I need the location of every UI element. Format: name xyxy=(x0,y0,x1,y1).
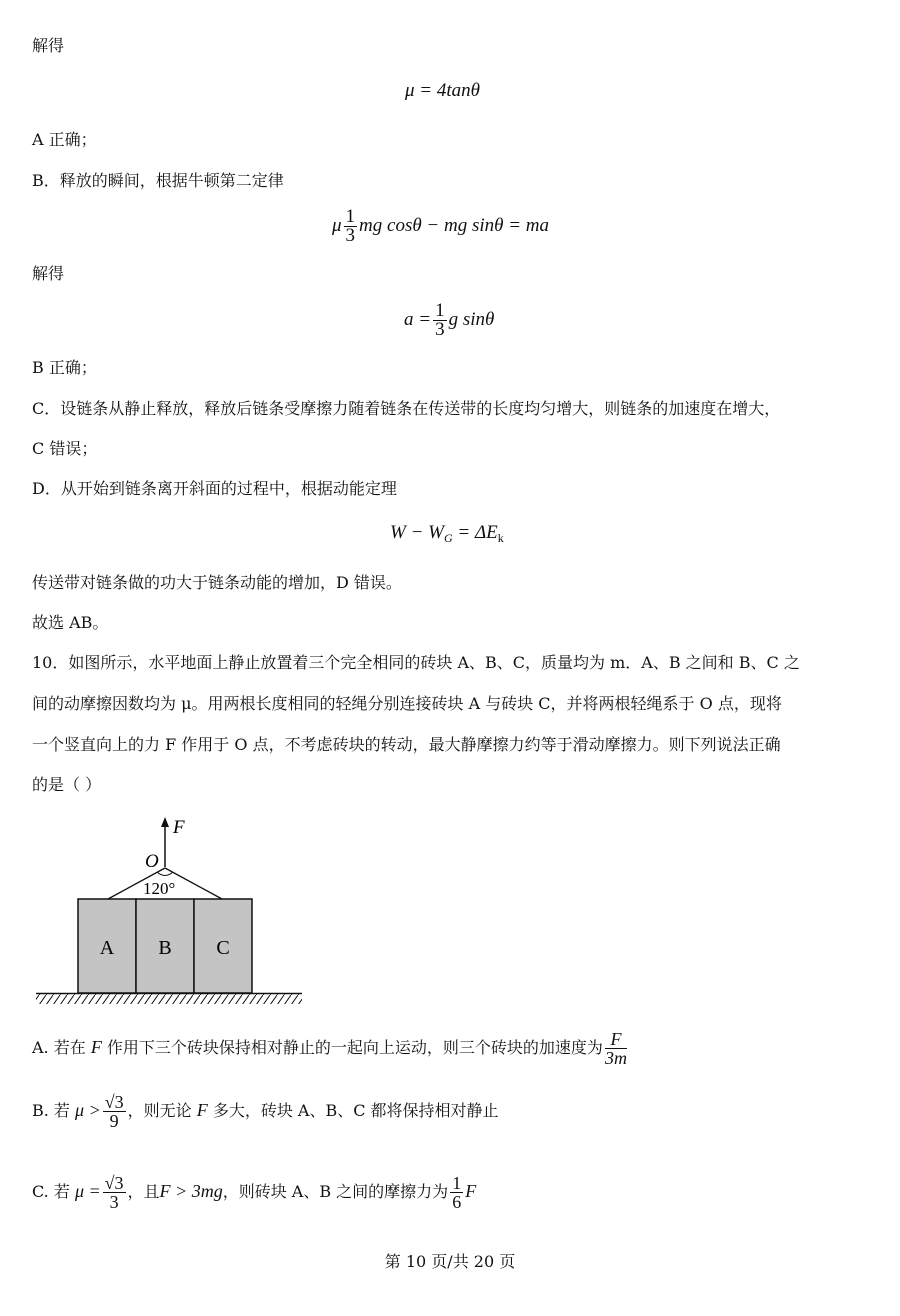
question-10-line: 的是（ ） xyxy=(32,775,102,794)
text-line: A 正确； xyxy=(32,130,97,149)
question-10-line: 一个竖直向上的力 F 作用于 O 点，不考虑砖块的转动，最大静摩擦力约等于滑动摩擦力。则下列说法正确 xyxy=(32,735,781,754)
text-line: C 错误； xyxy=(32,439,98,458)
brick-a-label: A xyxy=(99,937,115,959)
option-a: A. 若在 F 作用下三个砖块保持相对静止的一起向上运动，则三个砖块的加速度为 $\frac{F}{3m}$ xyxy=(32,1029,627,1068)
bricks-diagram xyxy=(32,815,312,1010)
text-line: 解得 xyxy=(32,264,65,283)
point-o-label: O xyxy=(145,851,159,872)
force-arrow xyxy=(161,817,169,867)
equation-work-energy: $W - W_G = \Delta E_k$ xyxy=(390,522,504,545)
text-line: 传送带对链条做的功大于链条动能的增加，D 错误。 xyxy=(32,573,402,592)
equation-mu: μ = 4tanθ xyxy=(405,80,480,101)
text-line: 故选 AB。 xyxy=(32,613,109,632)
text-line: 解得 xyxy=(32,36,65,55)
brick-c-label: C xyxy=(216,937,230,959)
brick-b xyxy=(136,899,194,993)
brick-a xyxy=(78,899,136,993)
ground xyxy=(36,994,302,1005)
text-line: C．设链条从静止释放，释放后链条受摩擦力随着链条在传送带的长度均匀增大，则链条的加速度在增大， xyxy=(32,399,781,418)
equation-newton: μ $\frac{1}{3}$ mg cosθ − mg sinθ = ma xyxy=(332,206,550,246)
force-label: F xyxy=(173,817,185,838)
angle-label: 120° xyxy=(143,879,176,898)
text-line: B 正确； xyxy=(32,358,97,377)
text-line: D．从开始到链条离开斜面的过程中，根据动能定理 xyxy=(32,479,397,498)
brick-b-label: B xyxy=(158,937,172,959)
text-line: B．释放的瞬间，根据牛顿第二定律 xyxy=(32,171,284,190)
option-b: B. 若 μ > $\frac{√3}{9}$ ，则无论 F 多大，砖块 A、B、C 都将保持相对静止 xyxy=(32,1092,499,1131)
equation-accel: a = $\frac{1}{3}$ g sinθ xyxy=(404,300,495,340)
question-10-line: 间的动摩擦因数均为 μ。用两根长度相同的轻绳分别连接砖块 A 与砖块 C，并将两根轻绳系于 O 点，现将 xyxy=(32,694,782,713)
brick-c xyxy=(194,899,252,993)
page-footer: 第 10 页/共 20 页 xyxy=(384,1252,516,1271)
question-10-line: 10．如图所示，水平地面上静止放置着三个完全相同的砖块 A、B、C，质量均为 m．A、B 之间和 B、C 之 xyxy=(32,653,800,672)
option-c: C. 若 μ = $\frac{√3}{3}$ ，且F > 3mg，则砖块 A、B 之间的摩擦力为 $\frac{1}{6}$ F xyxy=(32,1173,477,1212)
